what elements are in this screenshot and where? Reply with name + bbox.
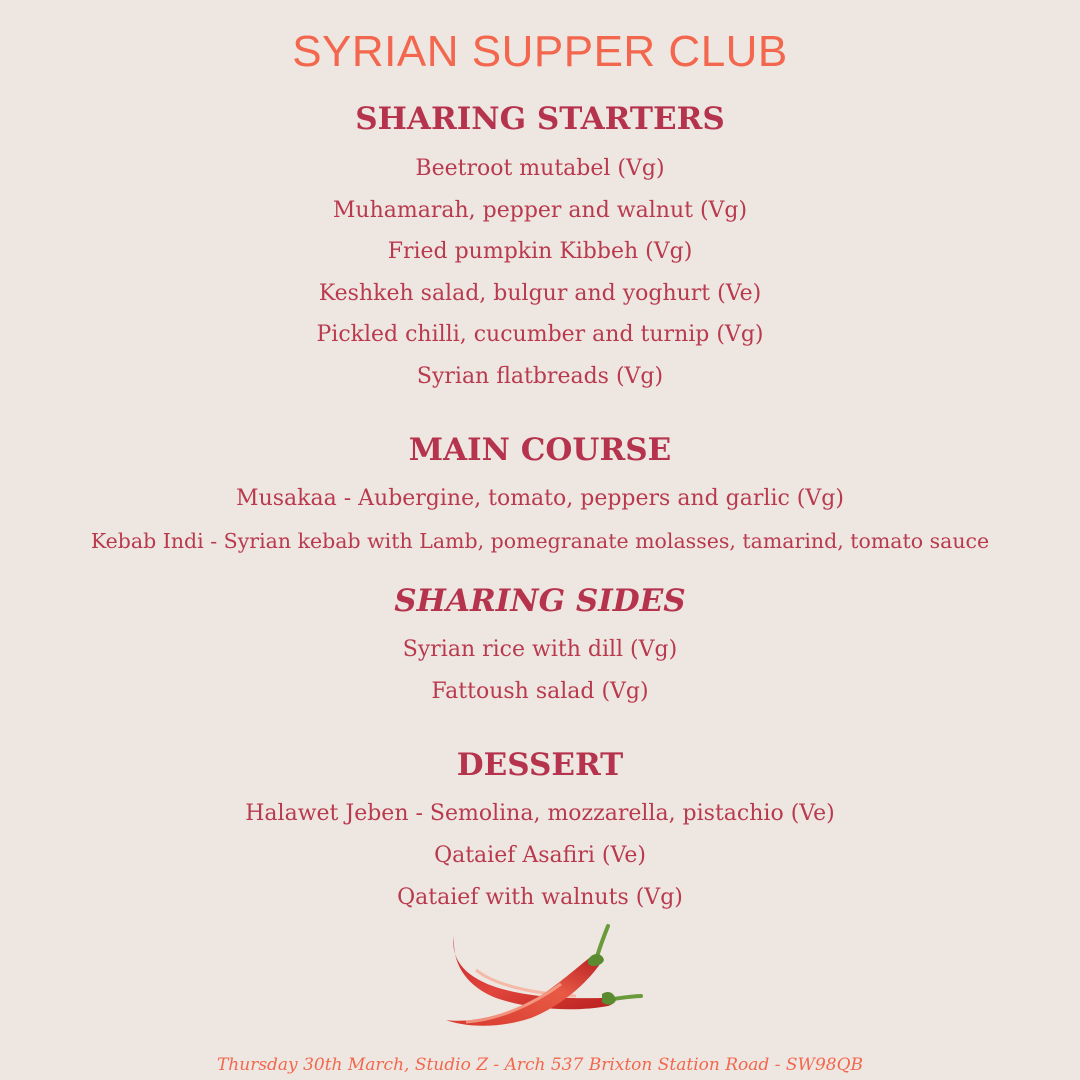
menu-item: Fattoush salad (Vg)	[431, 679, 649, 704]
menu-item: Kebab Indi - Syrian kebab with Lamb, pomegranate molasses, tamarind, tomato sauce	[90, 529, 990, 553]
section-heading: MAIN COURSE	[408, 432, 672, 468]
menu-item: Muhamarah, pepper and walnut (Vg)	[332, 198, 748, 223]
menu-item: Syrian rice with dill (Vg)	[402, 637, 678, 662]
menu-item: Musakaa - Aubergine, tomato, peppers and garlic (Vg)	[236, 486, 844, 511]
section-heading: DESSERT	[456, 747, 624, 783]
section-heading: SHARING SIDES	[394, 583, 686, 619]
chilli-peppers-icon	[436, 920, 656, 1032]
menu-item: Qataief with walnuts (Vg)	[397, 885, 683, 910]
menu-title: SYRIAN SUPPER CLUB	[292, 27, 788, 76]
event-details-footer: Thursday 30th March, Studio Z - Arch 537 Brixton Station Road - SW98QB	[216, 1055, 864, 1075]
section-heading: SHARING STARTERS	[355, 101, 725, 137]
menu-item: Fried pumpkin Kibbeh (Vg)	[387, 239, 693, 264]
menu-item: Syrian flatbreads (Vg)	[416, 364, 664, 389]
menu-item: Pickled chilli, cucumber and turnip (Vg)	[316, 322, 764, 347]
menu-item: Halawet Jeben - Semolina, mozzarella, pistachio (Ve)	[245, 801, 835, 826]
menu-item: Keshkeh salad, bulgur and yoghurt (Ve)	[318, 281, 762, 306]
menu-item: Beetroot mutabel (Vg)	[415, 156, 665, 181]
menu-item: Qataief Asafiri (Ve)	[434, 843, 646, 868]
